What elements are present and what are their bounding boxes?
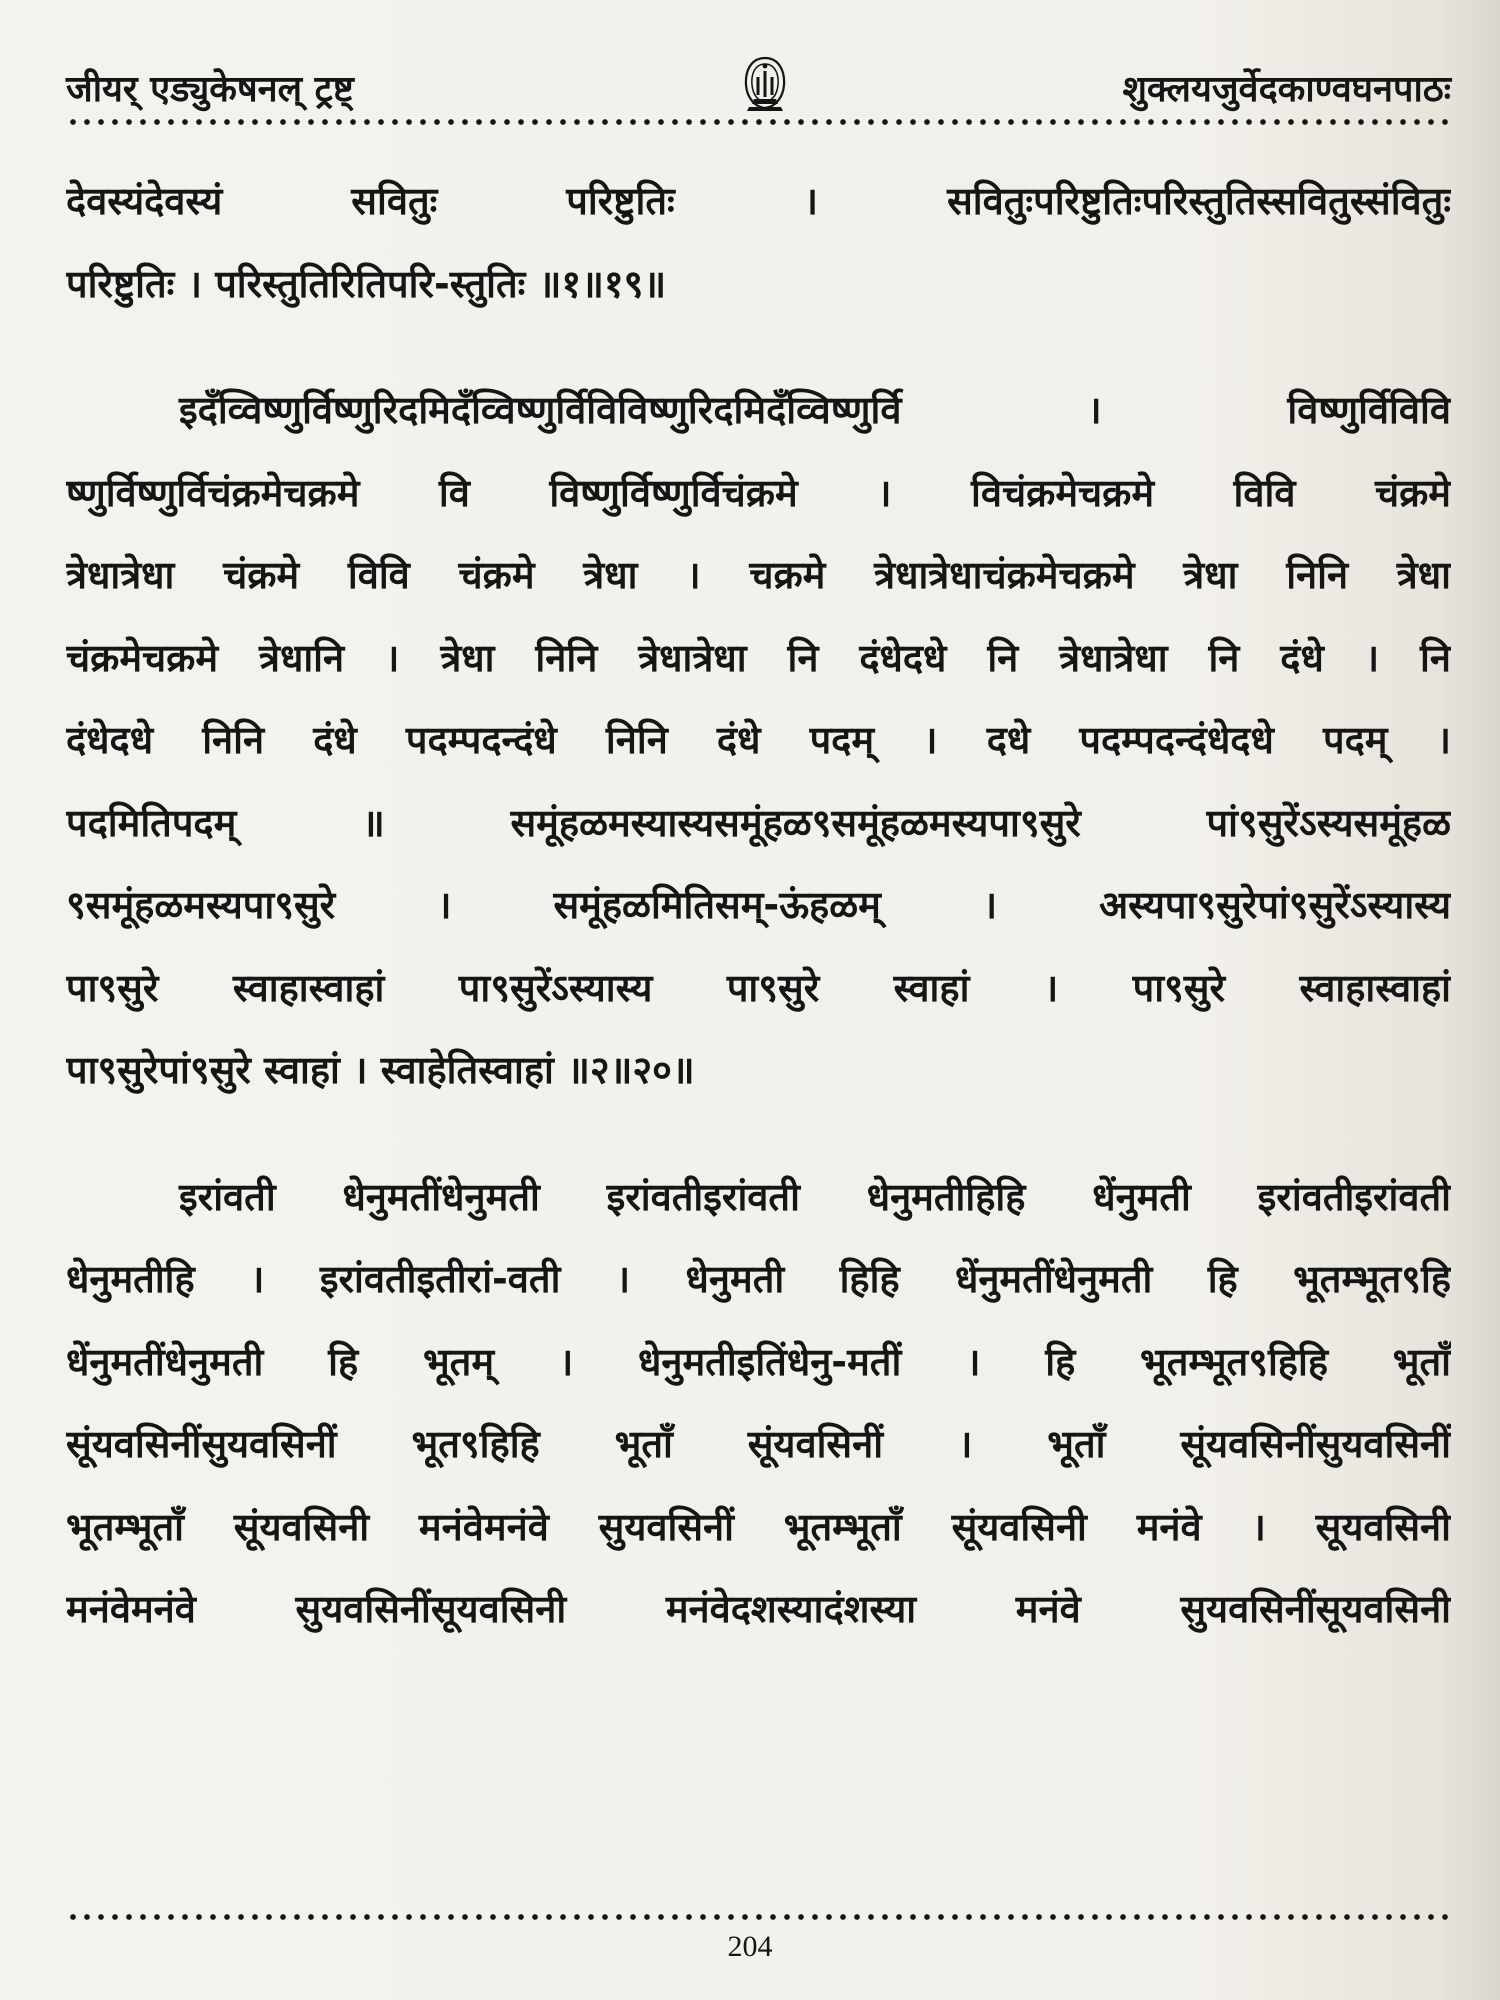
- text-line: सूंयवसिनींसुयवसिनीं भूत९हिहि भूताँ सूंयवसिनीं । भूताँ सूंयवसिनींसुयवसिनीं: [66, 1422, 1451, 1466]
- text-line: इरांवती धेनुमतींधेनुमती इरांवतीइरांवती धेनुमतीहिहि धेंनुमती इरांवतीइरांवती: [179, 1174, 1451, 1219]
- text-line: त्रेधात्रेधा चंक्रमे विवि चंक्रमे त्रेधा । चक्रमे त्रेधात्रेधाचंक्रमेचक्रमे त्रेधा निनि त्रेधा: [66, 553, 1451, 597]
- text-line: चंक्रमेचक्रमे त्रेधानि । त्रेधा निनि त्रेधात्रेधा नि दंधेदधे नि त्रेधात्रेधा नि दंधे । नि: [66, 635, 1451, 680]
- text-line: मनंवेमनंवे सुयवसिनींसूयवसिनी मनंवेदशस्यादंशस्या मनंवे सुयवसिनींसूयवसिनी: [66, 1587, 1451, 1631]
- header-right-title: शुक्लयजुर्वेदकाण्वघनपाठः: [1122, 69, 1451, 110]
- text-line: भूतम्भूताँ सूंयवसिनी मनंवेमनंवे सुयवसिनीं भूतम्भूताँ सूंयवसिनी मनंवे । सूयवसिनी: [66, 1504, 1451, 1549]
- text-line: धेनुमतीहि । इरांवतीइतीरां-वती । धेनुमती हिहि धेंनुमतींधेनुमती हि भूतम्भूत९हि: [66, 1257, 1451, 1301]
- text-body: [66, 160, 1451, 1651]
- header-dotted-rule: [66, 118, 1451, 126]
- trust-emblem-icon: [739, 55, 791, 113]
- paragraph-3: [66, 1156, 1451, 1651]
- text-line: पा९सुरे स्वाहास्वाहां पा९सुरेंऽस्यास्य पा९सुरे स्वाहां । पा९सुरे स्वाहास्वाहां: [66, 965, 1451, 1010]
- paragraph-2: [66, 369, 1451, 1112]
- text-line: ष्णुर्विष्णुर्विचंक्रमेचक्रमे वि विष्णुर्विष्णुर्विचंक्रमे । विचंक्रमेचक्रमे विवि चंक्रमे: [66, 470, 1451, 515]
- header-left-title: जीयर् एड्युकेषनल् ट्रष्ट्: [66, 69, 354, 110]
- text-line: धेंनुमतींधेनुमती हि भूतम् । धेनुमतीइतिंधेनु-मतीं । हि भूतम्भूत९हिहि भूताँ: [66, 1339, 1451, 1384]
- text-line: पदमितिपदम् ॥ समूंहळमस्यास्यसमूंहळ९समूंहळमस्यपा९सुरे पां९सुरेंऽस्यसमूंहळ: [66, 800, 1451, 845]
- text-line: ९समूंहळमस्यपा९सुरे । समूंहळमितिसम्-ऊंहळम् । अस्यपा९सुरेपां९सुरेंऽस्यास्य: [66, 883, 1451, 927]
- text-line: इदँव्विष्णुर्विष्णुरिदमिदँव्विष्णुर्विविविष्णुरिदमिदँव्विष्णुर्वि । विष्णुर्विविवि: [179, 388, 1451, 432]
- running-header: [66, 55, 1451, 115]
- paragraph-1: [66, 160, 1451, 325]
- text-line: परिष्टुतिः । परिस्तुतिरितिपरि-स्तुतिः ॥१॥१९॥: [66, 261, 667, 306]
- text-line: देवस्यंदेवस्यं सवितुः परिष्टुतिः । सवितुःपरिष्टुतिःपरिस्तुतिस्सवितुस्संवितुः: [66, 179, 1451, 223]
- page-number: 204: [727, 1930, 773, 1963]
- footer-dotted-rule: [66, 1913, 1451, 1921]
- text-line: पा९सुरेपां९सुरे स्वाहां । स्वाहेतिस्वाहां ॥२॥२०॥: [66, 1048, 695, 1092]
- text-line: दंधेदधे निनि दंधे पदम्पदन्दंधे निनि दंधे पदम् । दधे पदम्पदन्दंधेदधे पदम् ।: [66, 718, 1451, 762]
